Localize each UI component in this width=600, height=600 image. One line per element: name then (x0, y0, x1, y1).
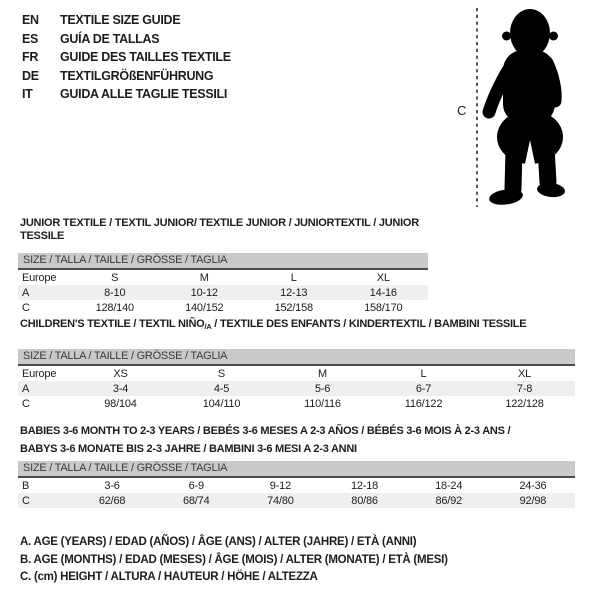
language-title: GUIDE DES TAILLES TEXTILE (60, 50, 231, 64)
footnote-c: C. (cm) HEIGHT / ALTURA / HAUTEUR / HÖHE / ALTEZZA (20, 571, 318, 583)
title-subscript: /A (204, 322, 212, 331)
cell: 18-24 (435, 479, 463, 492)
junior-section-title: JUNIOR TEXTILE / TEXTIL JUNIOR/ TEXTILE JUNIOR / JUNIORTEXTIL / JUNIOR TESSILE (20, 217, 419, 242)
language-row (22, 67, 231, 86)
cell: 68/74 (182, 494, 210, 507)
junior-section (18, 217, 428, 315)
row-label: Europe (22, 271, 57, 284)
cell: 4-5 (213, 382, 230, 395)
cell: 128/140 (95, 301, 134, 314)
table-row (18, 478, 575, 493)
footnote-a: A. AGE (YEARS) / EDAD (AÑOS) / ÂGE (ANS) / ALTER (JAHRE) / ETÀ (ANNI) (20, 536, 417, 548)
row-label: Europe (22, 367, 57, 380)
cell: L (290, 271, 297, 284)
table-row (18, 366, 575, 381)
footnote-b: B. AGE (MONTHS) / EDAD (MESES) / ÂGE (MOIS) / ALTER (MONATE) / ETÀ (MESI) (20, 553, 448, 566)
title-text: CHILDREN'S TEXTILE / TEXTIL NIÑO (20, 318, 205, 330)
table-row (18, 285, 428, 300)
cell: 9-12 (269, 479, 291, 492)
cell: 152/158 (274, 301, 313, 314)
children-size-table (18, 366, 575, 411)
language-title: GUIDA ALLE TAGLIE TESSILI (60, 87, 228, 101)
cell: XS (113, 367, 128, 380)
size-header-bar: SIZE / TALLA / TAILLE / GRÖSSE / TAGLIA (18, 253, 428, 270)
title-line-1: BABIES 3-6 MONTH TO 2-3 YEARS / BEBÉS 3-6 MESES A 2-3 AÑOS / BÉBÉS 3-6 MOIS À 2-3 ANS / (20, 425, 511, 437)
cell: 24-36 (519, 479, 547, 492)
language-code: FR (22, 50, 39, 64)
language-row (22, 48, 231, 67)
cell: 12-13 (280, 286, 308, 299)
size-header-bar: SIZE / TALLA / TAILLE / GRÖSSE / TAGLIA (18, 349, 575, 366)
cell: 3-6 (104, 479, 120, 492)
table-row (18, 300, 428, 315)
language-row (22, 30, 231, 49)
cell: 8-10 (104, 286, 126, 299)
language-code: IT (22, 87, 33, 101)
cell: 104/110 (202, 397, 241, 410)
babies-size-table (18, 478, 575, 508)
cell: L (420, 367, 427, 380)
table-row (18, 270, 428, 285)
title-line-2: BABYS 3-6 MONATE BIS 2-3 JAHRE / BAMBINI 3-6 MESI A 2-3 ANNI (20, 443, 357, 455)
cell: M (199, 271, 209, 284)
junior-size-table (18, 270, 428, 315)
size-header-bar: SIZE / TALLA / TAILLE / GRÖSSE / TAGLIA (18, 461, 575, 478)
cell: 116/122 (404, 397, 443, 410)
cell: 12-18 (350, 479, 379, 492)
height-measure-label: C (457, 103, 467, 118)
babies-section (18, 422, 575, 508)
language-title-list (22, 11, 231, 104)
cell: 98/104 (104, 397, 137, 410)
cell: 158/170 (364, 301, 403, 314)
language-code: DE (22, 68, 39, 83)
row-label: C (22, 397, 30, 410)
cell: 10-12 (190, 286, 218, 299)
cell: 14-16 (369, 286, 397, 299)
cell: 62/68 (98, 494, 126, 507)
table-row (18, 396, 575, 411)
cell: 7-8 (516, 382, 533, 395)
height-figure (440, 0, 598, 215)
cell: XL (517, 367, 532, 380)
table-row (18, 381, 575, 396)
babies-section-title (20, 422, 575, 458)
cell: 92/98 (519, 494, 547, 507)
language-row (22, 11, 231, 30)
cell: 5-6 (314, 382, 331, 395)
cell: 110/116 (304, 397, 341, 410)
cell: S (217, 367, 226, 380)
cell: 122/128 (505, 397, 544, 410)
row-label: A (22, 382, 30, 395)
language-title: TEXTILE SIZE GUIDE (60, 13, 181, 27)
cell: 3-4 (112, 382, 129, 395)
cell: 80/86 (351, 494, 378, 507)
language-title: GUÍA DE TALLAS (60, 31, 160, 46)
cell: S (111, 271, 119, 284)
title-text: / TEXTILE DES ENFANTS / KINDERTEXTIL / BAMBINI TESSILE (211, 318, 527, 330)
table-row (18, 493, 575, 508)
children-section-title (20, 318, 575, 333)
row-label: C (22, 301, 30, 314)
row-label: C (22, 494, 30, 507)
footnote-list (20, 534, 448, 587)
silhouette-shapes (489, 9, 563, 164)
cell: 74/80 (267, 494, 294, 507)
cell: 86/92 (435, 494, 462, 507)
row-label: B (22, 479, 30, 492)
language-code: EN (22, 13, 39, 27)
cell: 140/152 (185, 301, 224, 314)
children-section (18, 318, 575, 411)
cell: XL (376, 271, 390, 284)
row-label: A (22, 286, 30, 299)
cell: 6-7 (415, 382, 432, 395)
cell: 6-9 (188, 479, 204, 492)
language-title: TEXTILGRÖßENFÜHRUNG (60, 68, 214, 83)
language-code: ES (22, 31, 39, 46)
language-row (22, 85, 231, 104)
cell: M (318, 367, 327, 380)
